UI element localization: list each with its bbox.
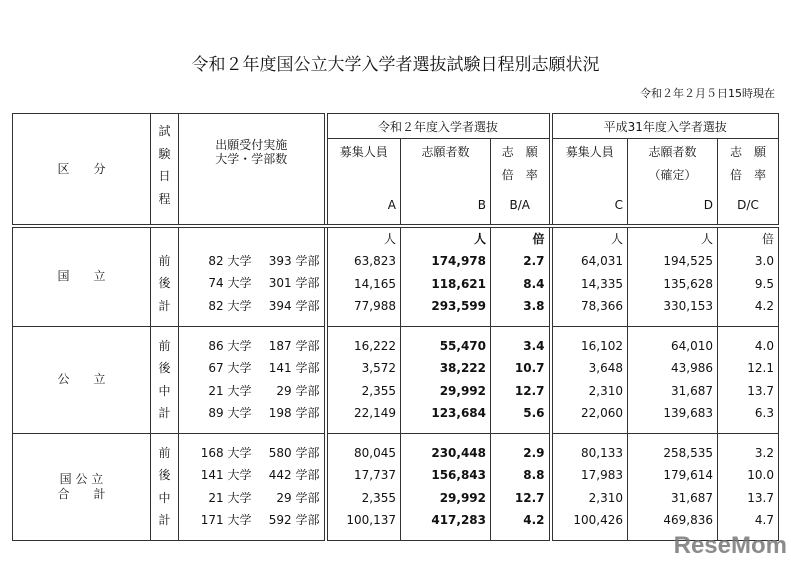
univ-count: 82 大学 [208, 298, 252, 313]
table-cell: 4.7 [754, 513, 774, 527]
header-col-line [405, 164, 486, 187]
column-s [151, 326, 179, 433]
section-name: 公 立 [13, 326, 151, 433]
table-cell: 63,823 [354, 254, 396, 268]
page-title: 令和２年度国公立大学入学者選抜試験日程別志願状況 [191, 55, 600, 75]
header-col-dc [718, 139, 779, 226]
table-cell: 12.7 [514, 490, 545, 505]
header-col-ba [491, 139, 551, 226]
table-cell: 中 [158, 383, 171, 398]
column-b [401, 433, 491, 540]
table-cell [183, 442, 320, 465]
table-cell: 3,572 [361, 361, 396, 375]
table-cell: 3.8 [523, 299, 545, 313]
univ-count: 89 大学 [208, 406, 252, 420]
header-col-line: 募集人員 [339, 145, 388, 159]
table-cell: 9.5 [754, 276, 774, 291]
applications-table [12, 113, 779, 541]
table-cell: 計 [158, 406, 171, 420]
column-a [326, 226, 401, 327]
table-cell: 43,986 [671, 361, 713, 375]
column-a [326, 433, 401, 540]
table-section [13, 226, 779, 327]
table-cell: 8.8 [523, 468, 545, 482]
column-d [628, 433, 718, 540]
univ-count: 21 大学 [208, 383, 252, 398]
table-cell: 139,683 [663, 406, 713, 420]
table-cell: 前 [158, 338, 171, 353]
unit-person: 人 [383, 231, 396, 246]
table-cell: 中 [158, 490, 171, 505]
table-cell: 17,737 [354, 468, 396, 482]
header-col-line: B/A [509, 198, 530, 212]
table-cell: 14,165 [354, 276, 396, 291]
schedule-char: 日 [158, 169, 171, 183]
table-cell: 77,988 [354, 299, 396, 313]
unit-person: 人 [473, 231, 486, 246]
column-uf [179, 433, 326, 540]
header-col-line: 志 願 [501, 145, 538, 159]
table-cell: 6.3 [754, 406, 774, 420]
header-col-line: B [477, 198, 486, 212]
table-cell: 12.7 [514, 383, 545, 398]
header-univ-line: 大学・学部数 [215, 152, 288, 166]
table-cell: 38,222 [439, 361, 486, 375]
table-cell: 3,648 [588, 361, 623, 375]
header-col-line: 志願者数 [421, 145, 470, 159]
header-col-line: 募集人員 [565, 145, 614, 159]
column-c [551, 226, 628, 327]
header-col-line: 志 願 [729, 145, 766, 159]
header-col-line: 倍 率 [501, 167, 538, 182]
table-cell: 22,060 [581, 406, 623, 420]
table-cell: 前 [158, 445, 171, 460]
section-name: 国 立 [13, 226, 151, 327]
table-cell: 後 [158, 361, 171, 375]
header-univ-line: 出願受付実施 [215, 138, 288, 152]
as-of-date: 令和２年２月５日15時現在 [640, 87, 775, 100]
header-col-line: D/C [737, 198, 759, 212]
univ-count: 21 大学 [208, 490, 252, 505]
univ-count: 141 大学 [200, 468, 252, 482]
faculty-count: 301 学部 [268, 276, 320, 290]
table-section [13, 326, 779, 433]
table-cell [183, 509, 320, 532]
column-dc [718, 433, 779, 540]
univ-count: 74 大学 [208, 276, 252, 290]
column-d [628, 226, 718, 327]
header-schedule [151, 114, 179, 226]
table-cell: 123,684 [431, 406, 486, 420]
unit-ratio: 倍 [532, 231, 545, 246]
table-cell: 258,535 [663, 445, 713, 460]
table-cell: 330,153 [663, 299, 713, 313]
univ-count: 82 大学 [208, 253, 252, 268]
header-col-line: 志願者数 [648, 145, 697, 159]
column-a [326, 326, 401, 433]
table-cell: 2,355 [361, 383, 396, 398]
table-cell: 230,448 [431, 445, 486, 460]
header-col-line: C [614, 198, 623, 212]
table-cell: 16,102 [581, 338, 623, 353]
table-cell: 174,978 [431, 254, 486, 268]
table-cell: 8.4 [523, 276, 545, 291]
faculty-count: 198 学部 [268, 406, 320, 420]
table-cell: 4.2 [523, 513, 545, 527]
column-dc [718, 326, 779, 433]
faculty-count: 393 学部 [268, 253, 320, 268]
column-ba [491, 433, 551, 540]
table-cell: 179,614 [663, 468, 713, 482]
table-cell: 4.0 [754, 338, 774, 353]
column-d [628, 326, 718, 433]
column-s [151, 226, 179, 327]
header-col-line: D [703, 198, 713, 212]
table-cell: 計 [158, 513, 171, 527]
header-col-line [332, 164, 397, 187]
column-c [551, 433, 628, 540]
faculty-count: 592 学部 [268, 513, 320, 527]
table-cell: 78,366 [581, 299, 623, 313]
univ-count: 171 大学 [200, 513, 252, 527]
table-cell: 10.0 [747, 468, 774, 482]
table-cell: 80,045 [354, 445, 396, 460]
header-col-line: 倍 率 [729, 167, 766, 182]
table-cell: 3.2 [754, 445, 774, 460]
table-cell: 計 [158, 298, 171, 313]
header-col-b [401, 139, 491, 226]
header-r2: 令和２年度入学者選抜 [326, 114, 551, 139]
header-col-d [628, 139, 718, 226]
faculty-count: 580 学部 [268, 445, 320, 460]
table-cell [183, 402, 320, 425]
table-cell: 4.2 [754, 299, 774, 313]
faculty-count: 29 学部 [276, 383, 320, 398]
table-cell: 64,031 [581, 254, 623, 268]
column-c [551, 326, 628, 433]
column-b [401, 226, 491, 327]
table-section [13, 433, 779, 540]
section-name: 国 公 立 合 計 [13, 433, 151, 540]
table-cell: 55,470 [439, 338, 486, 353]
column-uf [179, 226, 326, 327]
univ-count: 67 大学 [208, 361, 252, 375]
univ-count: 86 大学 [208, 338, 252, 353]
table-cell [183, 380, 320, 403]
table-cell: 118,621 [431, 276, 486, 291]
header-col-c [551, 139, 628, 226]
column-ba [491, 226, 551, 327]
header-col-line [557, 164, 624, 187]
table-cell: 3.4 [523, 338, 545, 353]
table-cell: 22,149 [354, 406, 396, 420]
table-cell: 100,426 [573, 513, 623, 527]
table-cell: 417,283 [431, 513, 486, 527]
table-cell: 13.7 [747, 490, 774, 505]
table-cell: 80,133 [581, 445, 623, 460]
table-cell: 13.7 [747, 383, 774, 398]
unit-person: 人 [700, 231, 713, 246]
table-cell: 2.7 [523, 254, 545, 268]
header-universities [179, 114, 326, 226]
column-dc [718, 226, 779, 327]
table-cell: 29,992 [439, 490, 486, 505]
table-cell: 10.7 [514, 361, 545, 375]
table-cell: 156,843 [431, 468, 486, 482]
table-cell: 31,687 [671, 383, 713, 398]
header-col-a [326, 139, 401, 226]
table-cell: 194,525 [663, 254, 713, 268]
table-cell: 16,222 [354, 338, 396, 353]
table-cell: 31,687 [671, 490, 713, 505]
table-cell [183, 250, 320, 273]
table-cell [183, 295, 320, 318]
table-cell [183, 464, 320, 487]
schedule-char: 程 [158, 191, 171, 206]
table-cell [183, 487, 320, 510]
schedule-char: 試 [158, 124, 171, 138]
table-cell: 前 [158, 253, 171, 268]
table-cell: 後 [158, 276, 171, 290]
table-cell: 100,137 [346, 513, 396, 527]
column-uf [179, 326, 326, 433]
faculty-count: 141 学部 [268, 361, 320, 375]
table-cell: 2,355 [361, 490, 396, 505]
table-cell [183, 357, 320, 380]
header-kubun: 区 分 [13, 114, 151, 226]
table-cell: 2.9 [523, 445, 545, 460]
table-cell: 後 [158, 468, 171, 482]
column-b [401, 326, 491, 433]
header-col-line: A [387, 198, 396, 212]
column-ba [491, 326, 551, 433]
resemom-watermark: ReseMom [673, 532, 787, 559]
table-cell: 135,628 [663, 276, 713, 291]
faculty-count: 187 学部 [268, 338, 320, 353]
unit-person: 人 [610, 231, 623, 246]
table-cell: 17,983 [581, 468, 623, 482]
table-cell: 29,992 [439, 383, 486, 398]
column-s [151, 433, 179, 540]
faculty-count: 29 学部 [276, 490, 320, 505]
table-cell: 5.6 [523, 406, 545, 420]
table-cell: 12.1 [747, 361, 774, 375]
table-cell: 469,836 [663, 513, 713, 527]
table-cell: 3.0 [754, 254, 774, 268]
schedule-char: 験 [158, 146, 171, 161]
table-cell: 2,310 [588, 383, 623, 398]
table-cell: 14,335 [581, 276, 623, 291]
header-col-line: （確定） [648, 167, 697, 182]
faculty-count: 442 学部 [268, 468, 320, 482]
table-cell: 64,010 [671, 338, 713, 353]
table-cell [183, 272, 320, 295]
header-h31: 平成31年度入学者選抜 [551, 114, 779, 139]
faculty-count: 394 学部 [268, 298, 320, 313]
unit-ratio: 倍 [761, 231, 774, 246]
table-cell: 293,599 [431, 299, 486, 313]
univ-count: 168 大学 [200, 445, 252, 460]
table-cell [183, 335, 320, 358]
table-cell: 2,310 [588, 490, 623, 505]
